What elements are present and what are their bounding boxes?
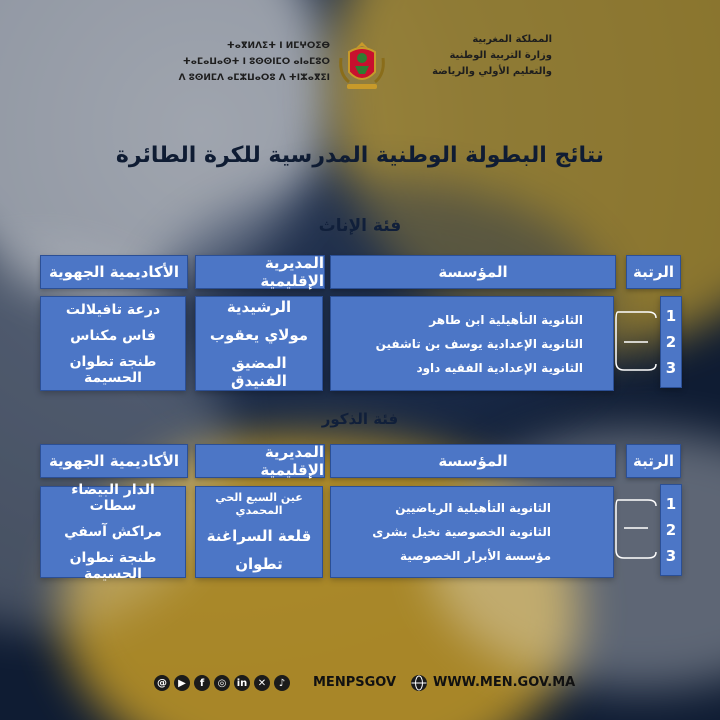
institution-cell: الثانوية التأهيلية الرياضيين xyxy=(395,501,551,515)
rank-column-header: الرتبة xyxy=(626,255,681,289)
boys-rank-list xyxy=(660,484,682,576)
province-cell: عين السبع الحي المحمدي xyxy=(215,491,303,517)
rank-column-header: الرتبة xyxy=(626,444,681,478)
academy-cell: طنجة تطوان الحسيمة xyxy=(69,353,157,386)
rank-cell: 2 xyxy=(665,521,677,539)
academy-cell: فاس مكناس xyxy=(70,327,156,344)
province-cell: الرشيدية xyxy=(226,297,292,316)
morocco-coat-of-arms-icon xyxy=(335,38,389,94)
rank-cell: 3 xyxy=(665,547,677,565)
facebook-icon[interactable]: f xyxy=(194,675,210,691)
boys-academy-list xyxy=(40,482,186,582)
province-cell: تطوان xyxy=(235,555,283,573)
institution-cell: الثانوية الإعدادية يوسف بن تاشفين xyxy=(375,336,583,351)
instagram-icon[interactable]: ◎ xyxy=(214,675,230,691)
girls-academy-list xyxy=(40,296,186,391)
institution-column-header: المؤسسة xyxy=(330,444,616,478)
province-cell: المضيق الفنيدق xyxy=(231,353,287,390)
social-handle[interactable]: MENPSGOV xyxy=(313,675,397,690)
tifinagh-ministry-name xyxy=(170,38,330,86)
linkedin-icon[interactable]: in xyxy=(234,675,250,691)
rank-cell: 1 xyxy=(665,495,677,513)
institution-cell: مؤسسة الأبرار الخصوصية xyxy=(399,549,551,563)
province-column-header: المديرية الإقليمية xyxy=(195,255,325,289)
youtube-icon[interactable]: ▶ xyxy=(174,675,190,691)
girls-section-title: فئة الإناث xyxy=(318,216,402,236)
institution-cell: الثانوية الإعدادية الفقيه داود xyxy=(416,360,583,375)
boys-section-title: فئة الذكور xyxy=(321,410,399,428)
province-cell: مولاي يعقوب xyxy=(209,325,309,344)
rank-cell: 3 xyxy=(665,359,677,377)
province-column-header: المديرية الإقليمية xyxy=(195,444,325,478)
page-title: نتائج البطولة الوطنية المدرسية للكرة الطائرة xyxy=(115,143,605,168)
girls-province-list xyxy=(195,296,323,391)
academy-cell: طنجة تطوان الحسيمة xyxy=(69,550,157,582)
girls-institution-list xyxy=(330,296,614,391)
boys-province-list xyxy=(195,486,323,578)
website-link[interactable]: WWW.MEN.GOV.MA xyxy=(433,675,576,690)
ministry-header xyxy=(0,18,720,98)
institution-column-header: المؤسسة xyxy=(330,255,616,289)
boys-rank-bracket xyxy=(614,490,664,570)
tifinagh-line: ⵜⴰⵎⴰⵡⴰⵙⵜ ⵏ ⵓⵙⵙⵏⵎⵔ ⴰⵏⴰⵎⵓⵔ xyxy=(182,57,330,67)
globe-icon xyxy=(410,674,428,692)
x-icon[interactable]: ✕ xyxy=(254,675,270,691)
girls-rank-bracket xyxy=(614,300,664,380)
academy-cell: درعة تافيلالت xyxy=(65,301,161,318)
arabic-ministry-name xyxy=(392,32,552,80)
rank-cell: 2 xyxy=(665,333,677,351)
arabic-line: وزارة التربية الوطنية xyxy=(449,50,552,61)
tifinagh-line: ⴷ ⵓⵙⵍⵎⴷ ⴰⵎⵣⵡⴰⵔⵓ ⴷ ⵜⵏⵣⴰⴳⵉⵏ xyxy=(178,73,330,83)
academy-column-header: الأكاديمية الجهوية xyxy=(40,444,188,478)
footer xyxy=(0,663,720,703)
arabic-line: المملكة المغربية xyxy=(472,34,552,45)
academy-column-header: الأكاديمية الجهوية xyxy=(40,255,188,289)
girls-rank-list xyxy=(660,296,682,388)
threads-icon[interactable]: @ xyxy=(154,675,170,691)
academy-cell: الدار البيضاء سطات xyxy=(71,482,155,514)
province-cell: قلعة السراغنة xyxy=(206,527,312,545)
academy-cell: مراكش آسفي xyxy=(64,524,162,540)
tiktok-icon[interactable]: ♪ xyxy=(274,675,290,691)
social-icons xyxy=(154,675,290,691)
tifinagh-line: ⵜⴰⴳⵍⴷⵉⵜ ⵏ ⵍⵎⵖⵔⵉⴱ xyxy=(226,41,330,51)
institution-cell: الثانوية التأهيلية ابن طاهر xyxy=(429,312,583,327)
rank-cell: 1 xyxy=(665,307,677,325)
boys-institution-list xyxy=(330,486,614,578)
institution-cell: الثانوية الخصوصية نخيل بشرى xyxy=(372,525,551,539)
arabic-line: والتعليم الأولي والرياضة xyxy=(432,66,552,77)
